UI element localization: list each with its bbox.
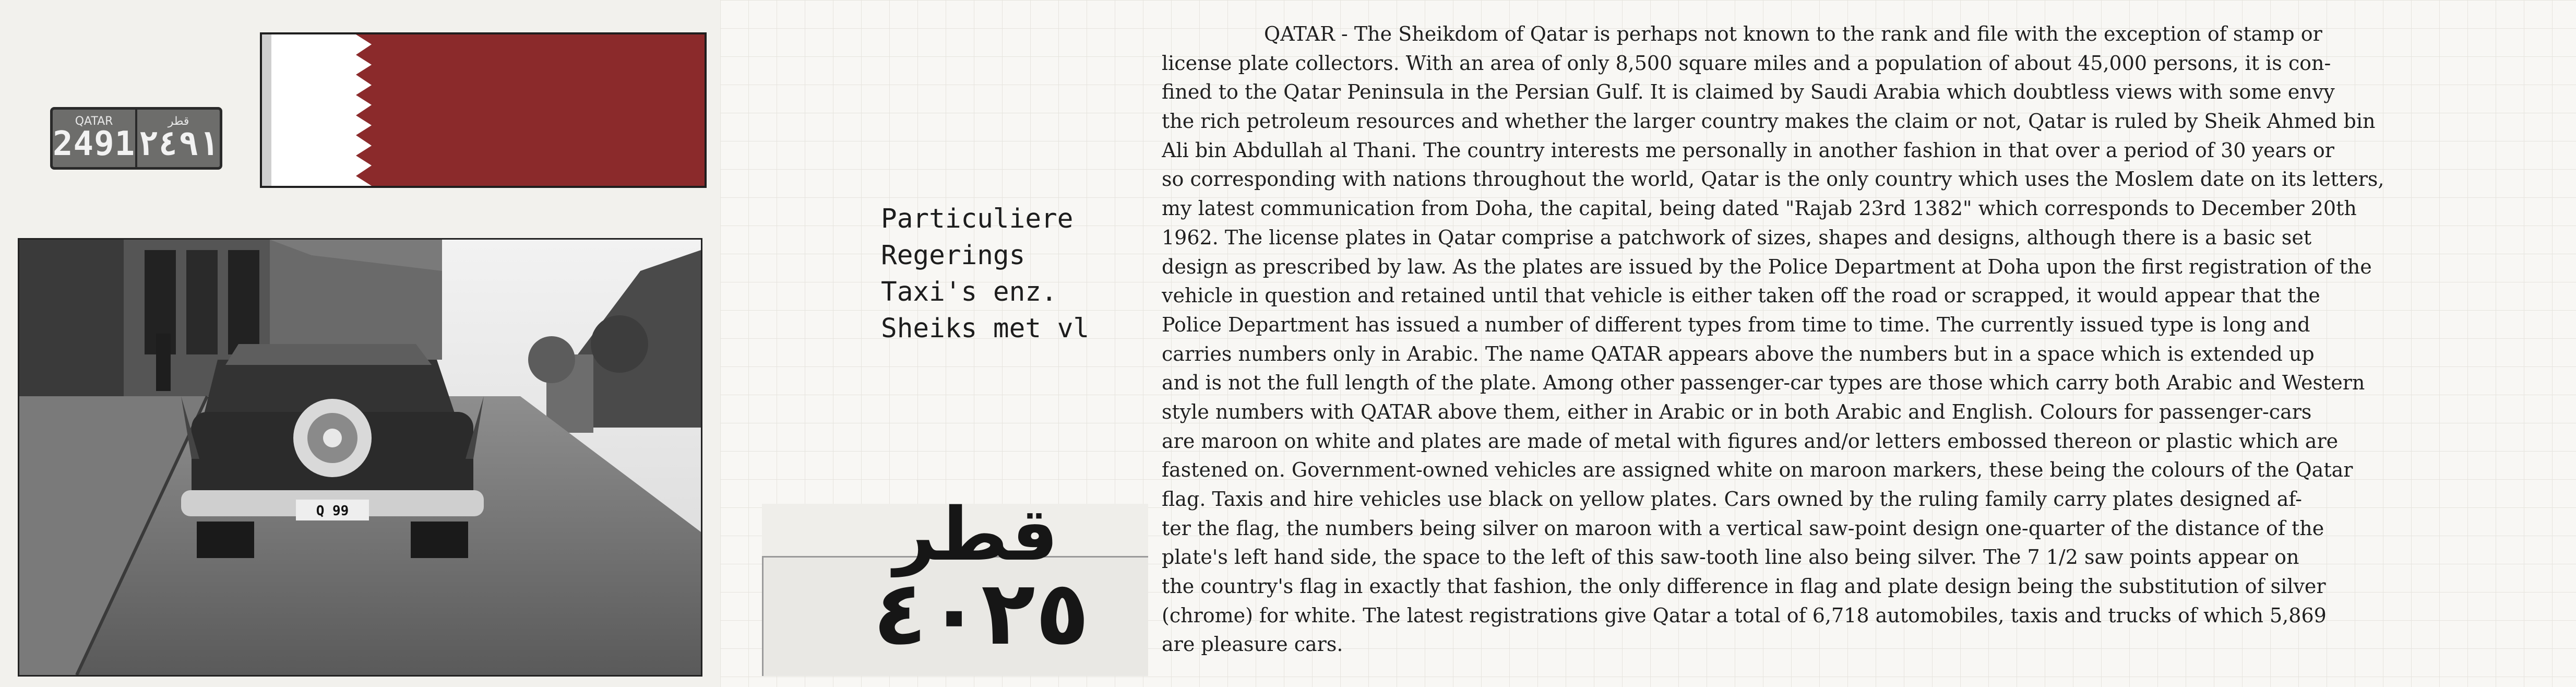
typed-note-line: Particuliere bbox=[881, 204, 1074, 234]
article-line: flag. Taxis and hire vehicles use black on yellow plates. Cars owned by the ruling family carry plates designed af- bbox=[1162, 488, 2302, 511]
article-line: and is not the full length of the plate. Among other passenger-car types are those which carry both Arabic and Western bbox=[1162, 371, 2365, 395]
flag-maroon-field bbox=[356, 34, 705, 186]
article-line: my latest communication from Doha, the capital, being dated "Rajab 23rd 1382" which corresponds to December 20th bbox=[1162, 197, 2357, 220]
article-line: design as prescribed by law. As the plates are issued by the Police Department at Doha upon the first registration of the bbox=[1162, 255, 2372, 278]
car-photo-graphic bbox=[19, 240, 701, 675]
article-line: license plate collectors. With an area of only 8,500 square miles and a population of about 45,000 persons, it is con- bbox=[1162, 51, 2331, 75]
article-line: the rich petroleum resources and whether the larger country makes the claim or not, Qatar is ruled by Sheik Ahmed bin bbox=[1162, 110, 2376, 133]
article-line: are pleasure cars. bbox=[1162, 633, 1343, 656]
plate-label-arabic: قطر bbox=[168, 115, 189, 128]
arabic-plate-word: قطر bbox=[893, 504, 1058, 577]
small-license-plate bbox=[50, 107, 222, 170]
article-line: are maroon on white and plates are made of metal with figures and/or letters embossed thereon or plastic which are bbox=[1162, 429, 2339, 453]
arabic-license-plate bbox=[762, 504, 1148, 676]
article-line: fined to the Qatar Peninsula in the Persian Gulf. It is claimed by Saudi Arabia which doubtless views with some envy bbox=[1162, 80, 2335, 104]
plate-arabic-half bbox=[135, 110, 220, 167]
article-line: Ali bin Abdullah al Thani. The country interests me personally in another fashion in that over a period of 30 years or bbox=[1162, 138, 2334, 162]
flag-hoist-edge bbox=[262, 34, 271, 186]
article-line: style numbers with QATAR above them, either in Arabic or in both Arabic and English. Colours for passenger-cars bbox=[1162, 400, 2312, 423]
article-line: plate's left hand side, the space to the left of this saw-tooth line also being silver. The 7 1/2 saw points appear on bbox=[1162, 546, 2299, 569]
article-line: QATAR - The Sheikdom of Qatar is perhaps not known to the rank and file with the exception of stamp or bbox=[1264, 22, 2322, 45]
plate-label-latin: QATAR bbox=[75, 115, 113, 128]
article-text bbox=[1162, 20, 2550, 678]
typed-note-line: Regerings bbox=[881, 240, 1025, 271]
plate-number-arabic: ٢٤٩١ bbox=[138, 125, 219, 163]
arabic-plate-number: ٤٠٢٥ bbox=[873, 562, 1090, 665]
car-plate-text: Q 99 bbox=[316, 503, 349, 519]
article-line: carries numbers only in Arabic. The name QATAR appears above the numbers but in a space which is extended up bbox=[1162, 342, 2315, 365]
typed-note-line: Sheiks met vl bbox=[881, 313, 1090, 344]
article-line: the country's flag in exactly that fashion, the only difference in flag and plate design being the substitution of silver bbox=[1162, 575, 2326, 598]
qatar-flag bbox=[260, 32, 707, 188]
car-photo bbox=[18, 238, 702, 677]
article-line: 1962. The license plates in Qatar comprise a patchwork of sizes, shapes and designs, although there is a basic set bbox=[1162, 226, 2312, 249]
plate-latin-half bbox=[53, 110, 135, 167]
article-line: vehicle in question and retained until that vehicle is either taken off the road or scrapped, it would appear that the bbox=[1162, 284, 2320, 307]
article-line: ter the flag, the numbers being silver on maroon with a vertical saw-point design one-quarter of the distance of the bbox=[1162, 516, 2324, 540]
typed-note bbox=[881, 201, 1152, 352]
article-line: fastened on. Government-owned vehicles are assigned white on maroon markers, these being the colours of the Qatar bbox=[1162, 458, 2353, 482]
typed-note-line: Taxi's enz. bbox=[881, 277, 1057, 307]
flag-graphic bbox=[262, 34, 705, 186]
article-line: so corresponding with nations throughout the world, Qatar is the only country which uses the Moslem date on its letters, bbox=[1162, 168, 2384, 191]
article-line: (chrome) for white. The latest registrations give Qatar a total of 6,718 automobiles, taxis and trucks of which 5,869 bbox=[1162, 603, 2327, 627]
plate-number-latin: 2491 bbox=[53, 125, 136, 163]
article-line: Police Department has issued a number of different types from time to time. The currently issued type is long and bbox=[1162, 313, 2310, 336]
